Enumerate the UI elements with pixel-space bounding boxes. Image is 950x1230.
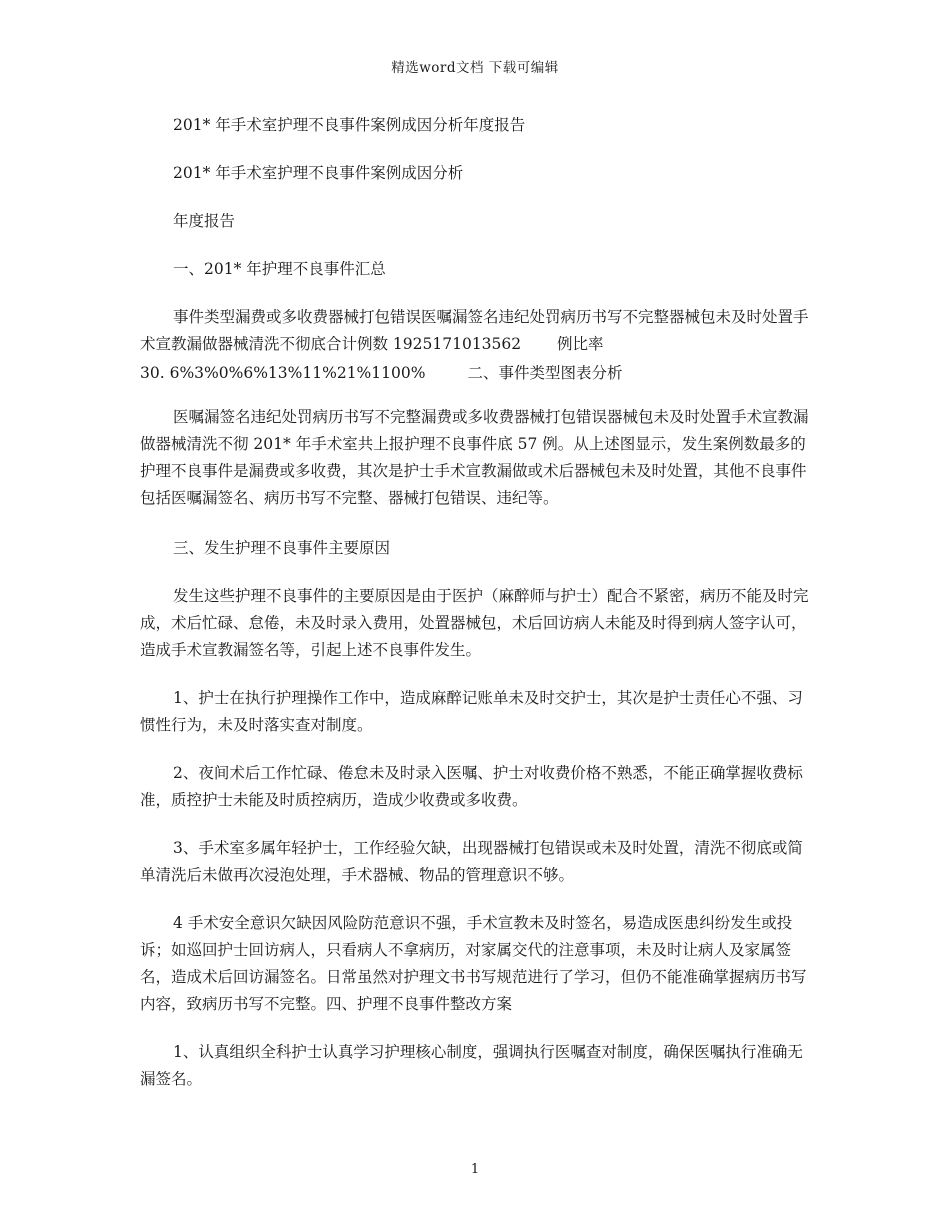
stats-values: 30. 6%3%0%6%13%11%21%1100%: [140, 364, 426, 382]
document-subtitle-2: 年度报告: [173, 212, 236, 230]
section-heading-2: 二、事件类型图表分析: [467, 364, 623, 382]
reason-item-4: 4 手术安全意识欠缺因风险防范意识不强，手术宣教未及时签名，易造成医患纠纷发生或投诉；如巡回护士回访病人，只看病人不拿病历，对家属交代的注意事项，未及时让病人及家属签名，造成术后回访漏签名。日常虽然对护理文书书写规范进行了学习，但仍不能准确掌握病历书写内容，致病历书写不完整。四、护理不良事件整改方案: [140, 914, 807, 1013]
paragraph-reason: 发生这些护理不良事件的主要原因是由于医护（麻醉师与护士）配合不紧密，病历不能及时完成，术后忙碌、怠倦，未及时录入费用，处置器械包，术后回访病人未能及时得到病人签字认可，造成手术宣教漏签名等，引起上述不良事件发生。: [140, 587, 809, 659]
document-body: [140, 112, 812, 1093]
reason-item-1: 1、护士在执行护理操作工作中，造成麻醉记账单未及时交护士，其次是护士责任心不强、习惯性行为，未及时落实查对制度。: [140, 689, 803, 734]
page-header: 精选word文档 下载可编辑: [391, 60, 559, 76]
page-number: 1: [470, 1162, 480, 1177]
document-title: 201* 年手术室护理不良事件案例成因分析年度报告: [173, 116, 526, 134]
section-heading-1: 一、201* 年护理不良事件汇总: [173, 260, 386, 278]
measure-item-1: 1、认真组织全科护士认真学习护理核心制度，强调执行医嘱查对制度，确保医嘱执行准确无漏签名。: [140, 1043, 803, 1088]
reason-item-3: 3、手术室多属年轻护士，工作经验欠缺，出现器械打包错误或未及时处置，清洗不彻底或简单清洗后未做再次浸泡处理，手术器械、物品的管理意识不够。: [140, 839, 803, 884]
document-subtitle: 201* 年手术室护理不良事件案例成因分析: [173, 164, 464, 182]
paragraph-analysis: 医嘱漏签名违纪处罚病历书写不完整漏费或多收费器械打包错误器械包未及时处置手术宣教漏做器械清洗不彻 201* 年手术室共上报护理不良事件底 57 例。从上述图显示，发生案例数最多的护理不良事件是漏费或多收费，其次是护士手术宣教漏做或术后器械包未及时处置，其他不良事件包括医嘱漏签名、病历书写不完整、器械打包错误、违纪等。: [140, 408, 809, 507]
section-heading-3: 三、发生护理不良事件主要原因: [173, 539, 391, 557]
table-text: 事件类型漏费或多收费器械打包错误医嘱漏签名违纪处罚病历书写不完整器械包未及时处置手术宣教漏做器械清洗不彻底合计例数 1925171013562 例比率: [140, 308, 809, 353]
stats-line: [140, 360, 812, 387]
reason-item-2: 2、夜间术后工作忙碌、倦怠未及时录入医嘱、护士对收费价格不熟悉，不能正确掌握收费标准，质控护士未能及时质控病历，造成少收费或多收费。: [140, 764, 803, 809]
